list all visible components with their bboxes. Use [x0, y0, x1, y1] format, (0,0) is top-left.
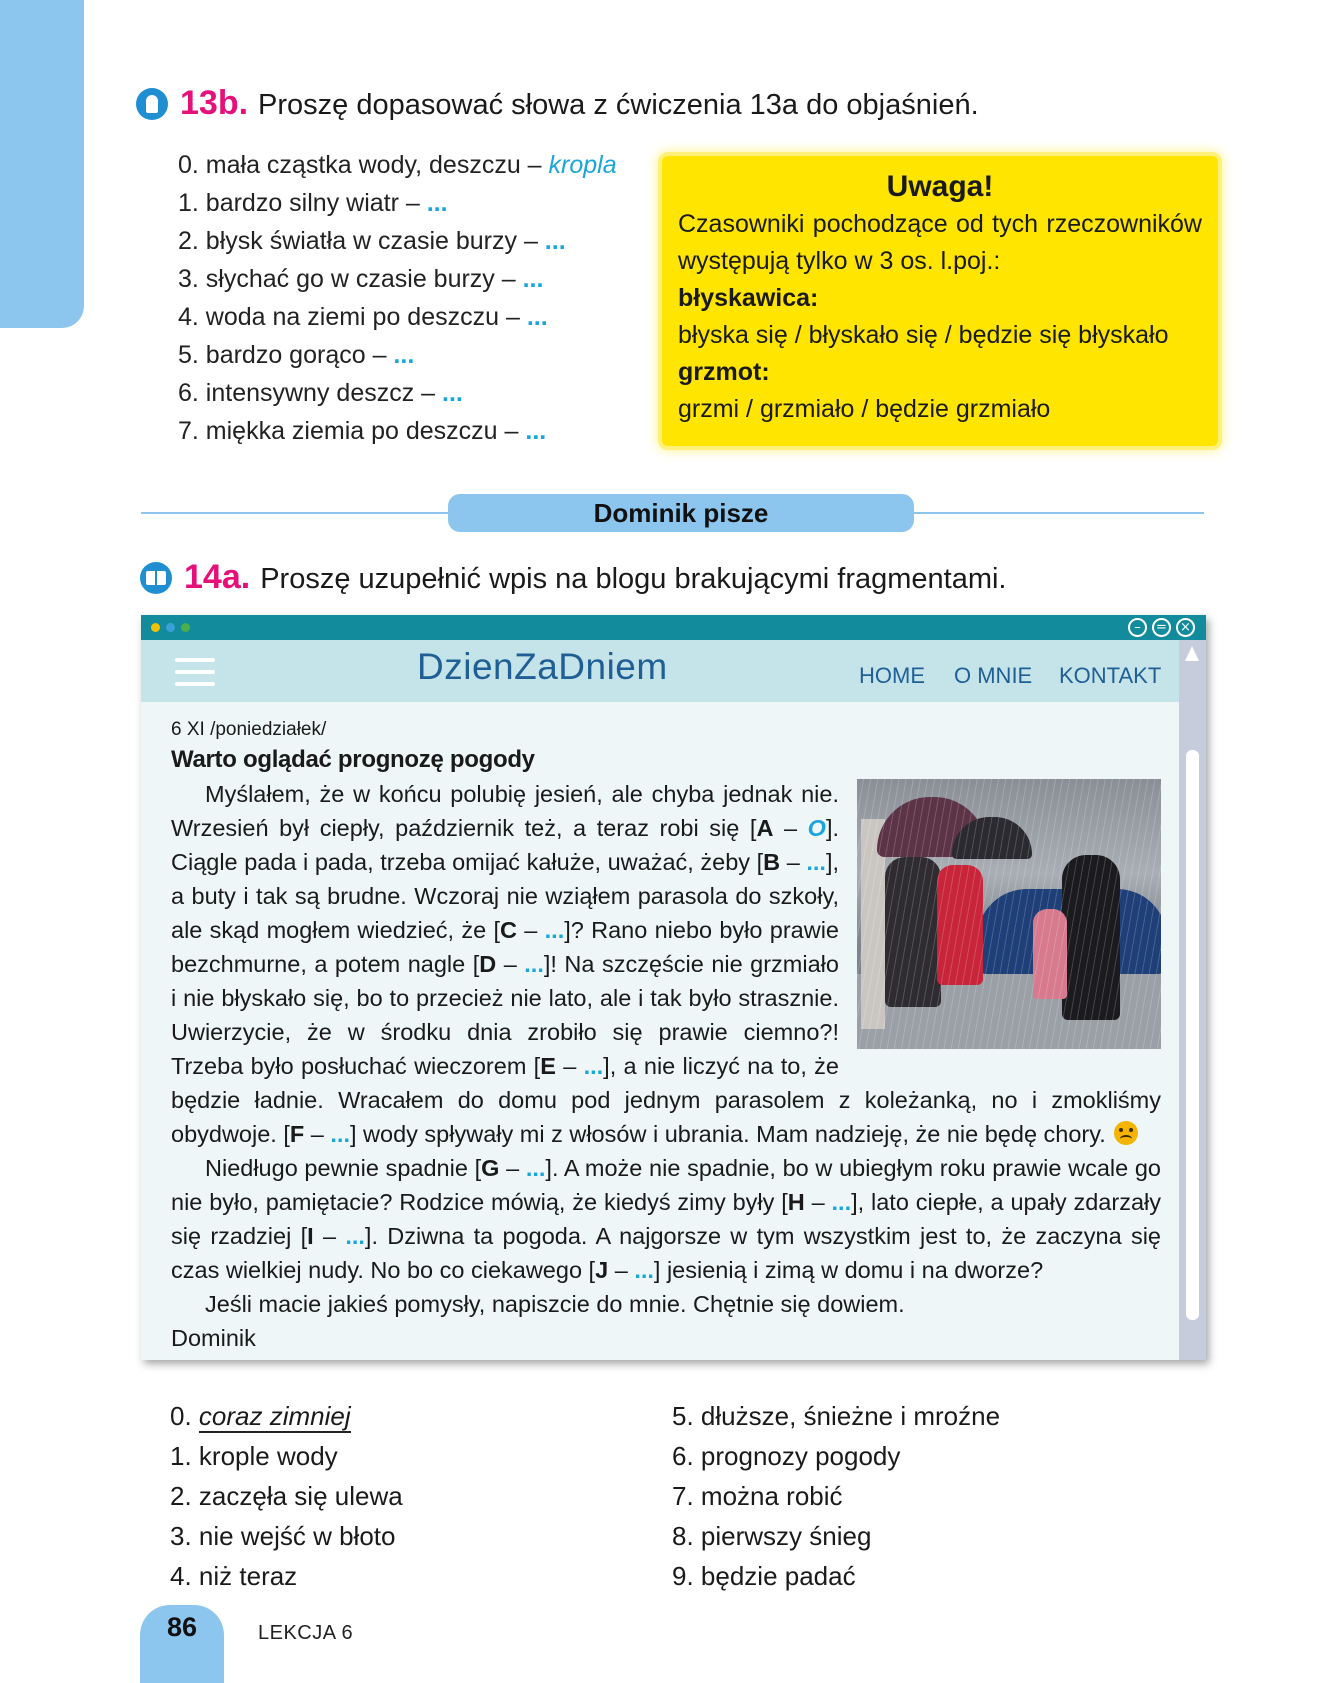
note-term: grzmot:: [678, 358, 770, 386]
list-item: 5. dłuższe, śnieżne i mroźne: [672, 1401, 1001, 1431]
list-item: 3. słychać go w czasie burzy – ...: [178, 265, 544, 293]
definitions-list: [178, 146, 617, 450]
lesson-label: LEKCJA 6: [258, 1622, 354, 1644]
answer-gap: ...: [522, 265, 544, 293]
answer-gap: ...: [524, 951, 544, 977]
answer-gap: ...: [442, 379, 463, 407]
window-dot-icon: [181, 623, 190, 632]
answer-example: O: [807, 815, 826, 841]
list-item: 2. zaczęła się ulewa: [170, 1481, 403, 1511]
post-closing: Jeśli macie jakieś pomysły, napiszcie do mnie. Chętnie się dowiem.: [205, 1291, 905, 1317]
list-item: 4. woda na ziemi po deszczu – ...: [178, 303, 548, 331]
answers-right-list: [672, 1396, 1000, 1596]
list-item: 9. będzie padać: [672, 1561, 856, 1591]
post-paragraph: Myślałem, że w końcu polubię jesień, ale chyba jednak nie. Wrzesień był ciepły, październik też, a teraz robi się [A – O]. Ciągle pada i pada, trzeba omijać kałuże, uważać, żeby [B – ...], a buty i tak są brudne. Wczoraj nie wziąłem parasola do szkoły, ale skąd mogłem wiedzieć, że [C – ...]? Rano niebo było prawie bezchmurne, a potem nagle [D – ...]! Na szczęście nie grzmiało i nie błyskało się, bo to przecież nie lato, ale i tak było strasznie. Uwierzycie, że w środku dnia zrobiło się prawie ciemno?! Trzeba było posłuchać wieczorem [E – ...], a nie liczyć na to, że będzie ładnie. Wracałem do domu pod jednym parasolem z koleżanką, no i zmokliśmy obydwoje. [F – ...] wody spływały mi z włosów i ubrania. Mam nadzieję, że nie będę chory.: [171, 781, 1161, 1147]
answer-gap: ...: [544, 917, 565, 943]
list-item: 1. bardzo silny wiatr – ...: [178, 189, 448, 217]
list-item: 7. miękka ziemia po deszczu – ...: [178, 417, 547, 445]
blog-post: [171, 717, 1161, 1355]
answer-gap: ...: [544, 227, 566, 255]
answer-example: kropla: [548, 151, 617, 179]
window-dot-icon: [166, 623, 175, 632]
answer-gap: ...: [525, 417, 547, 445]
answer-gap: ...: [393, 341, 415, 369]
exercise-14a-header: [140, 558, 1006, 597]
close-icon[interactable]: ×: [1176, 618, 1195, 637]
note-forms: błyska się / błyskało się / będzie się błyskało: [678, 321, 1169, 349]
exercise-instruction: Proszę uzupełnić wpis na blogu brakującymi fragmentami.: [260, 563, 1007, 595]
rainy-street-photo: [857, 779, 1161, 1049]
post-title: Warto oglądać prognozę pogody: [171, 746, 535, 773]
list-item: 0. mała cząstka wody, deszczu – kropla: [178, 151, 617, 179]
page-number: 86: [166, 1612, 198, 1642]
answer-gap: ...: [583, 1053, 604, 1079]
blog-navbar: [141, 640, 1179, 702]
exercise-number: 13b.: [180, 84, 249, 122]
side-tab: [0, 0, 84, 328]
list-item: 6. prognozy pogody: [672, 1441, 901, 1471]
answer-gap: ...: [806, 849, 826, 875]
list-item: 4. niż teraz: [170, 1561, 298, 1591]
exercise-13b-header: [136, 84, 979, 123]
list-item: 8. pierwszy śnieg: [672, 1521, 872, 1551]
maximize-icon[interactable]: =: [1152, 618, 1171, 637]
exercise-number: 14a.: [184, 558, 251, 596]
note-box: [662, 156, 1218, 446]
window-titlebar: [141, 615, 1206, 640]
hamburger-menu-icon[interactable]: [175, 658, 215, 686]
answer-gap: ...: [526, 303, 548, 331]
note-intro: Czasowniki pochodzące od tych rzeczowników występują tylko w 3 os. l.poj.:: [678, 210, 1202, 275]
section-banner: Dominik pisze: [448, 494, 914, 532]
post-date: 6 XI /poniedziałek/: [171, 719, 327, 740]
answers-left-list: [170, 1396, 403, 1596]
answer-gap: ...: [345, 1223, 365, 1249]
note-forms: grzmi / grzmiało / będzie grzmiało: [678, 395, 1051, 423]
blog-window: [141, 615, 1206, 1360]
post-paragraph: Niedługo pewnie spadnie [G – ...]. A może nie spadnie, bo w ubiegłym roku prawie wcale go nie było, pamiętacie? Rodzice mówią, że kiedyś zimy były [H – ...], lato ciepłe, a upały zdarzały się rzadziej [I – ...]. Dziwna ta pogoda. A najgorsze w tym wszystkim jest to, że zaczyna się czas wielkiej nudy. No bo co ciekawego [J – ...] jesienią i zimą w domu i na dworze?: [171, 1155, 1161, 1283]
minimize-icon[interactable]: –: [1128, 618, 1147, 637]
list-item: 1. krople wody: [170, 1441, 338, 1471]
answer-gap: ...: [330, 1121, 350, 1147]
note-title: Uwaga!: [886, 170, 994, 203]
list-item: 2. błysk światła w czasie burzy – ...: [178, 227, 566, 255]
exercise-instruction: Proszę dopasować słowa z ćwiczenia 13a do objaśnień.: [258, 89, 979, 121]
blog-brand[interactable]: DzienZaDniem: [417, 646, 668, 687]
list-item: 7. można robić: [672, 1481, 843, 1511]
answer-gap: ...: [426, 189, 448, 217]
answer-gap: ...: [634, 1257, 654, 1283]
answer-gap: ...: [831, 1189, 852, 1215]
post-signature: Dominik: [171, 1325, 256, 1351]
sad-face-icon: [1114, 1121, 1138, 1145]
book-icon: [140, 562, 172, 594]
answer-gap: ...: [525, 1155, 546, 1181]
nav-about[interactable]: O MNIE: [954, 663, 1033, 688]
list-item: 5. bardzo gorąco – ...: [178, 341, 415, 369]
window-dot-icon: [151, 623, 160, 632]
scrollbar-thumb[interactable]: [1186, 750, 1199, 1320]
list-item: 3. nie wejść w błoto: [170, 1521, 396, 1551]
scrollbar[interactable]: [1179, 640, 1206, 1360]
list-item: 0. coraz zimniej: [170, 1401, 351, 1431]
list-item: 6. intensywny deszcz – ...: [178, 379, 463, 407]
nav-contact[interactable]: KONTAKT: [1059, 663, 1162, 688]
scroll-up-icon[interactable]: [1185, 646, 1199, 661]
pencil-icon: [136, 88, 168, 120]
note-term: błyskawica:: [678, 284, 819, 312]
answer-example: coraz zimniej: [198, 1401, 351, 1431]
nav-home[interactable]: HOME: [859, 663, 925, 688]
